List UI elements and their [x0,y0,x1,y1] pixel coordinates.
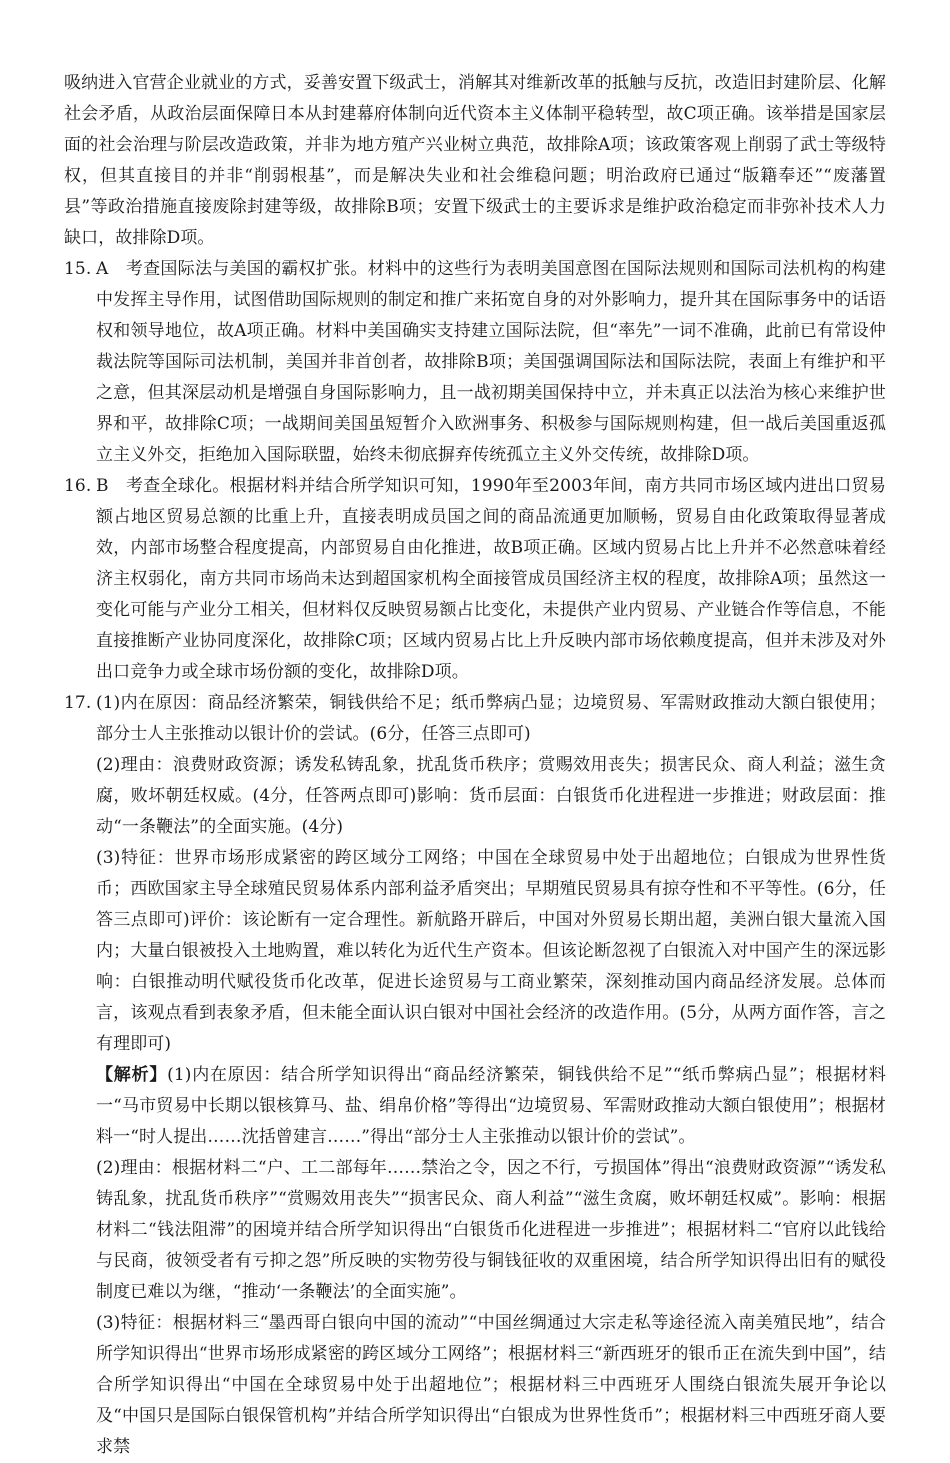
analysis-part-2: (2)理由：根据材料二“户、工二部每年……禁治之令，因之不行，亏损国体”得出“浪费财政资源”“诱发私铸乱象，扰乱货币秩序”“赏赐效用丧失”“损害民众、商人利益”“滋生贪腐，败坏朝廷权威”。影响：根据材料二“钱法阻滞”的困境并结合所学知识得出“白银货币化进程进一步推进”；根据材料二“官府以此钱给与民商，彼领受者有亏抑之怨”所反映的实物劳役与铜钱征收的双重困境，结合所学知识得出旧有的赋役制度已难以为继，“推动‘一条鞭法’的全面实施”。 [96,1158,886,1302]
answer-17-part-2: (2)理由：浪费财政资源；诱发私铸乱象，扰乱货币秩序；赏赐效用丧失；损害民众、商人利益；滋生贪腐，败坏朝廷权威。(4分，任答两点即可)影响：货币层面：白银货币化进程进一步推进；财政层面：推动“一条鞭法”的全面实施。(4分) [96,755,886,837]
item-number: 16. [64,476,92,496]
answer-15-text: A 考查国际法与美国的霸权扩张。材料中的这些行为表明美国意图在国际法规则和国际司法机构的构建中发挥主导作用，试图借助国际规则的制定和推广来拓宽自身的对外影响力，提升其在国际事务中的话语权和领导地位，故A项正确。材料中美国确实支持建立国际法院，但“率先”一词不准确，此前已有常设仲裁法院等国际司法机制，美国并非首创者，故排除B项；美国强调国际法和国际法院，表面上有维护和平之意，但其深层动机是增强自身国际影响力，且一战初期美国保持中立，并未真正以法治为核心来维护世界和平，故排除C项；一战期间美国虽短暂介入欧洲事务、积极参与国际规则构建，但一战后美国重返孤立主义外交，拒绝加入国际联盟，始终未彻底摒弃传统孤立主义外交传统，故排除D项。 [96,259,886,465]
item-number: 17. [64,693,92,713]
answer-16 [64,471,886,688]
analysis-part-3: (3)特征：根据材料三“墨西哥白银向中国的流动”“中国丝绸通过大宗走私等途径流入南美殖民地”，结合所学知识得出“世界市场形成紧密的跨区域分工网络”；根据材料三“新西班牙的银币正在流失到中国”，结合所学知识得出“中国在全球贸易中处于出超地位”；根据材料三中西班牙人围绕白银流失展开争论以及“中国只是国际白银保管机构”并结合所学知识得出“白银成为世界性货币”；根据材料三中西班牙商人要求禁 [96,1313,886,1457]
answer-17-part-3: (3)特征：世界市场形成紧密的跨区域分工网络；中国在全球贸易中处于出超地位；白银成为世界性货币；西欧国家主导全球殖民贸易体系内部利益矛盾突出；早期殖民贸易具有掠夺性和不平等性。(6分，任答三点即可)评价：该论断有一定合理性。新航路开辟后，中国对外贸易长期出超，美洲白银大量流入国内；大量白银被投入土地购置，难以转化为近代生产资本。但该论断忽视了白银流入对中国产生的深远影响：白银推动明代赋役货币化改革，促进长途贸易与工商业繁荣，深刻推动国内商品经济发展。总体而言，该观点看到表象矛盾，但未能全面认识白银对中国社会经济的改造作用。(5分，从两方面作答，言之有理即可) [96,848,886,1054]
item-number: 15. [64,259,92,279]
answer-16-text: B 考查全球化。根据材料并结合所学知识可知，1990年至2003年间，南方共同市场区域内进出口贸易额占地区贸易总额的比重上升，直接表明成员国之间的商品流通更加顺畅，贸易自由化政策取得显著成效，内部市场整合程度提高，内部贸易自由化推进，故B项正确。区域内贸易占比上升并不必然意味着经济主权弱化，南方共同市场尚未达到超国家机构全面接管成员国经济主权的程度，故排除A项；虽然这一变化可能与产业分工相关，但材料仅反映贸易额占比变化，未提供产业内贸易、产业链合作等信息，不能直接推断产业协同度深化，故排除C项；区域内贸易占比上升反映内部市场依赖度提高，但并未涉及对外出口竞争力或全球市场份额的变化，故排除D项。 [96,476,886,682]
analysis-part-1 [64,1060,886,1153]
analysis-tag: 【解析】 [96,1065,168,1085]
answer-15 [64,254,886,471]
answer-17-part-1 [64,688,886,750]
analysis-part-1-text: (1)内在原因：结合所学知识得出“商品经济繁荣，铜钱供给不足”“纸币弊病凸显”；根据材料一“马市贸易中长期以银核算马、盐、绢帛价格”等得出“边境贸易、军需财政推动大额白银使用”；根据材料一“时人提出……沈括曾建言……”得出“部分士人主张推动以银计价的尝试”。 [96,1065,886,1147]
answer-17-part-1-text: (1)内在原因：商品经济繁荣，铜钱供给不足；纸币弊病凸显；边境贸易、军需财政推动大额白银使用；部分士人主张推动以银计价的尝试。(6分，任答三点即可) [96,693,886,744]
continuation-paragraph: 吸纳进入官营企业就业的方式，妥善安置下级武士，消解其对维新改革的抵触与反抗，改造旧封建阶层、化解社会矛盾，从政治层面保障日本从封建幕府体制向近代资本主义体制平稳转型，故C项正确。该举措是国家层面的社会治理与阶层改造政策，并非为地方殖产兴业树立典范，故排除A项；该政策客观上削弱了武士等级特权，但其直接目的并非“削弱根基”，而是解决失业和社会维稳问题；明治政府已通过“版籍奉还”“废藩置县”等政治措施直接废除封建等级，故排除B项；安置下级武士的主要诉求是维护政治稳定而非弥补技术人力缺口，故排除D项。 [64,73,886,248]
